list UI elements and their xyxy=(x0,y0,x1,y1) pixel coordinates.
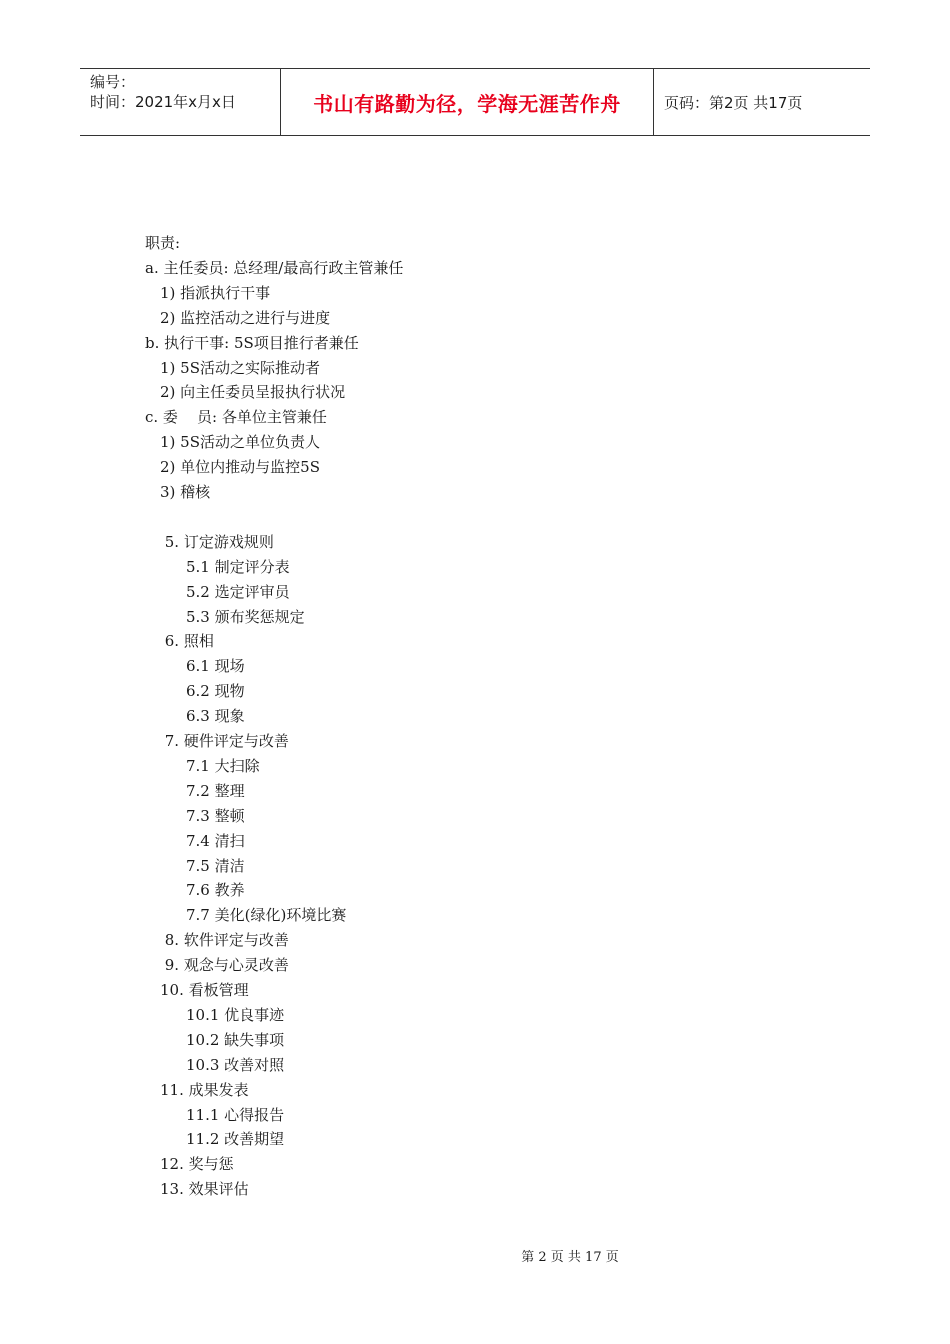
page-header xyxy=(80,68,870,136)
line-step-6-1: 6.1 现场 xyxy=(186,657,245,676)
line-step-11: 11. 成果发表 xyxy=(160,1080,249,1099)
page-footer: 第 2 页 共 17 页 xyxy=(521,1250,619,1265)
header-meta xyxy=(80,69,281,135)
line-item-c-3: 3) 稽核 xyxy=(160,483,211,501)
line-step-5-1: 5.1 制定评分表 xyxy=(186,557,290,576)
line-item-b-2: 2) 向主任委员呈报执行状况 xyxy=(160,383,346,402)
line-step-10-1: 10.1 优良事迹 xyxy=(186,1005,285,1024)
line-step-9: 9. 观念与心灵改善 xyxy=(160,956,289,975)
line-step-7-7: 7.7 美化(绿化)环境比赛 xyxy=(186,906,347,925)
line-item-a-1: 1) 指派执行干事 xyxy=(160,283,271,302)
line-responsibilities-heading: 职责: xyxy=(145,234,181,252)
line-step-7-4: 7.4 清扫 xyxy=(186,831,245,850)
line-step-11-1: 11.1 心得报告 xyxy=(186,1105,285,1124)
date-label: 时间：2021年x月x日 xyxy=(90,93,236,111)
header-motto: 书山有路勤为径，学海无涯苦作舟 xyxy=(281,69,654,135)
line-step-6: 6. 照相 xyxy=(160,632,214,651)
header-page-label: 页码：第2页 共17页 xyxy=(664,93,803,112)
line-item-a: a. 主任委员: 总经理/最高行政主管兼任 xyxy=(145,258,404,277)
line-step-7: 7. 硬件评定与改善 xyxy=(160,732,289,750)
line-item-b-1: 1) 5S活动之实际推动者 xyxy=(160,358,320,377)
line-step-10-2: 10.2 缺失事项 xyxy=(186,1030,285,1049)
line-step-5-3: 5.3 颁布奖惩规定 xyxy=(186,607,305,626)
line-step-6-2: 6.2 现物 xyxy=(186,682,245,701)
line-step-7-5: 7.5 清洁 xyxy=(186,856,245,875)
line-step-11-2: 11.2 改善期望 xyxy=(186,1130,285,1149)
line-step-10: 10. 看板管理 xyxy=(160,981,249,999)
line-item-c-2: 2) 单位内推动与监控5S xyxy=(160,458,320,477)
line-item-b: b. 执行干事: 5S项目推行者兼任 xyxy=(145,333,359,352)
line-step-5-2: 5.2 选定评审员 xyxy=(186,582,290,601)
line-item-c-1: 1) 5S活动之单位负责人 xyxy=(160,433,320,452)
line-step-7-1: 7.1 大扫除 xyxy=(186,756,260,775)
line-step-13: 13. 效果评估 xyxy=(160,1180,249,1199)
line-step-8: 8. 软件评定与改善 xyxy=(160,931,289,950)
line-step-7-2: 7.2 整理 xyxy=(186,781,245,800)
line-step-6-3: 6.3 现象 xyxy=(186,707,245,726)
line-step-12: 12. 奖与惩 xyxy=(160,1155,234,1174)
number-label: 编号： xyxy=(90,73,136,91)
line-step-10-3: 10.3 改善对照 xyxy=(186,1055,285,1074)
line-item-a-2: 2) 监控活动之进行与进度 xyxy=(160,308,331,327)
line-step-7-3: 7.3 整顿 xyxy=(186,806,245,825)
line-step-7-6: 7.6 教养 xyxy=(186,881,245,900)
line-step-5: 5. 订定游戏规则 xyxy=(160,532,274,551)
line-item-c: c. 委 员: 各单位主管兼任 xyxy=(145,408,327,427)
